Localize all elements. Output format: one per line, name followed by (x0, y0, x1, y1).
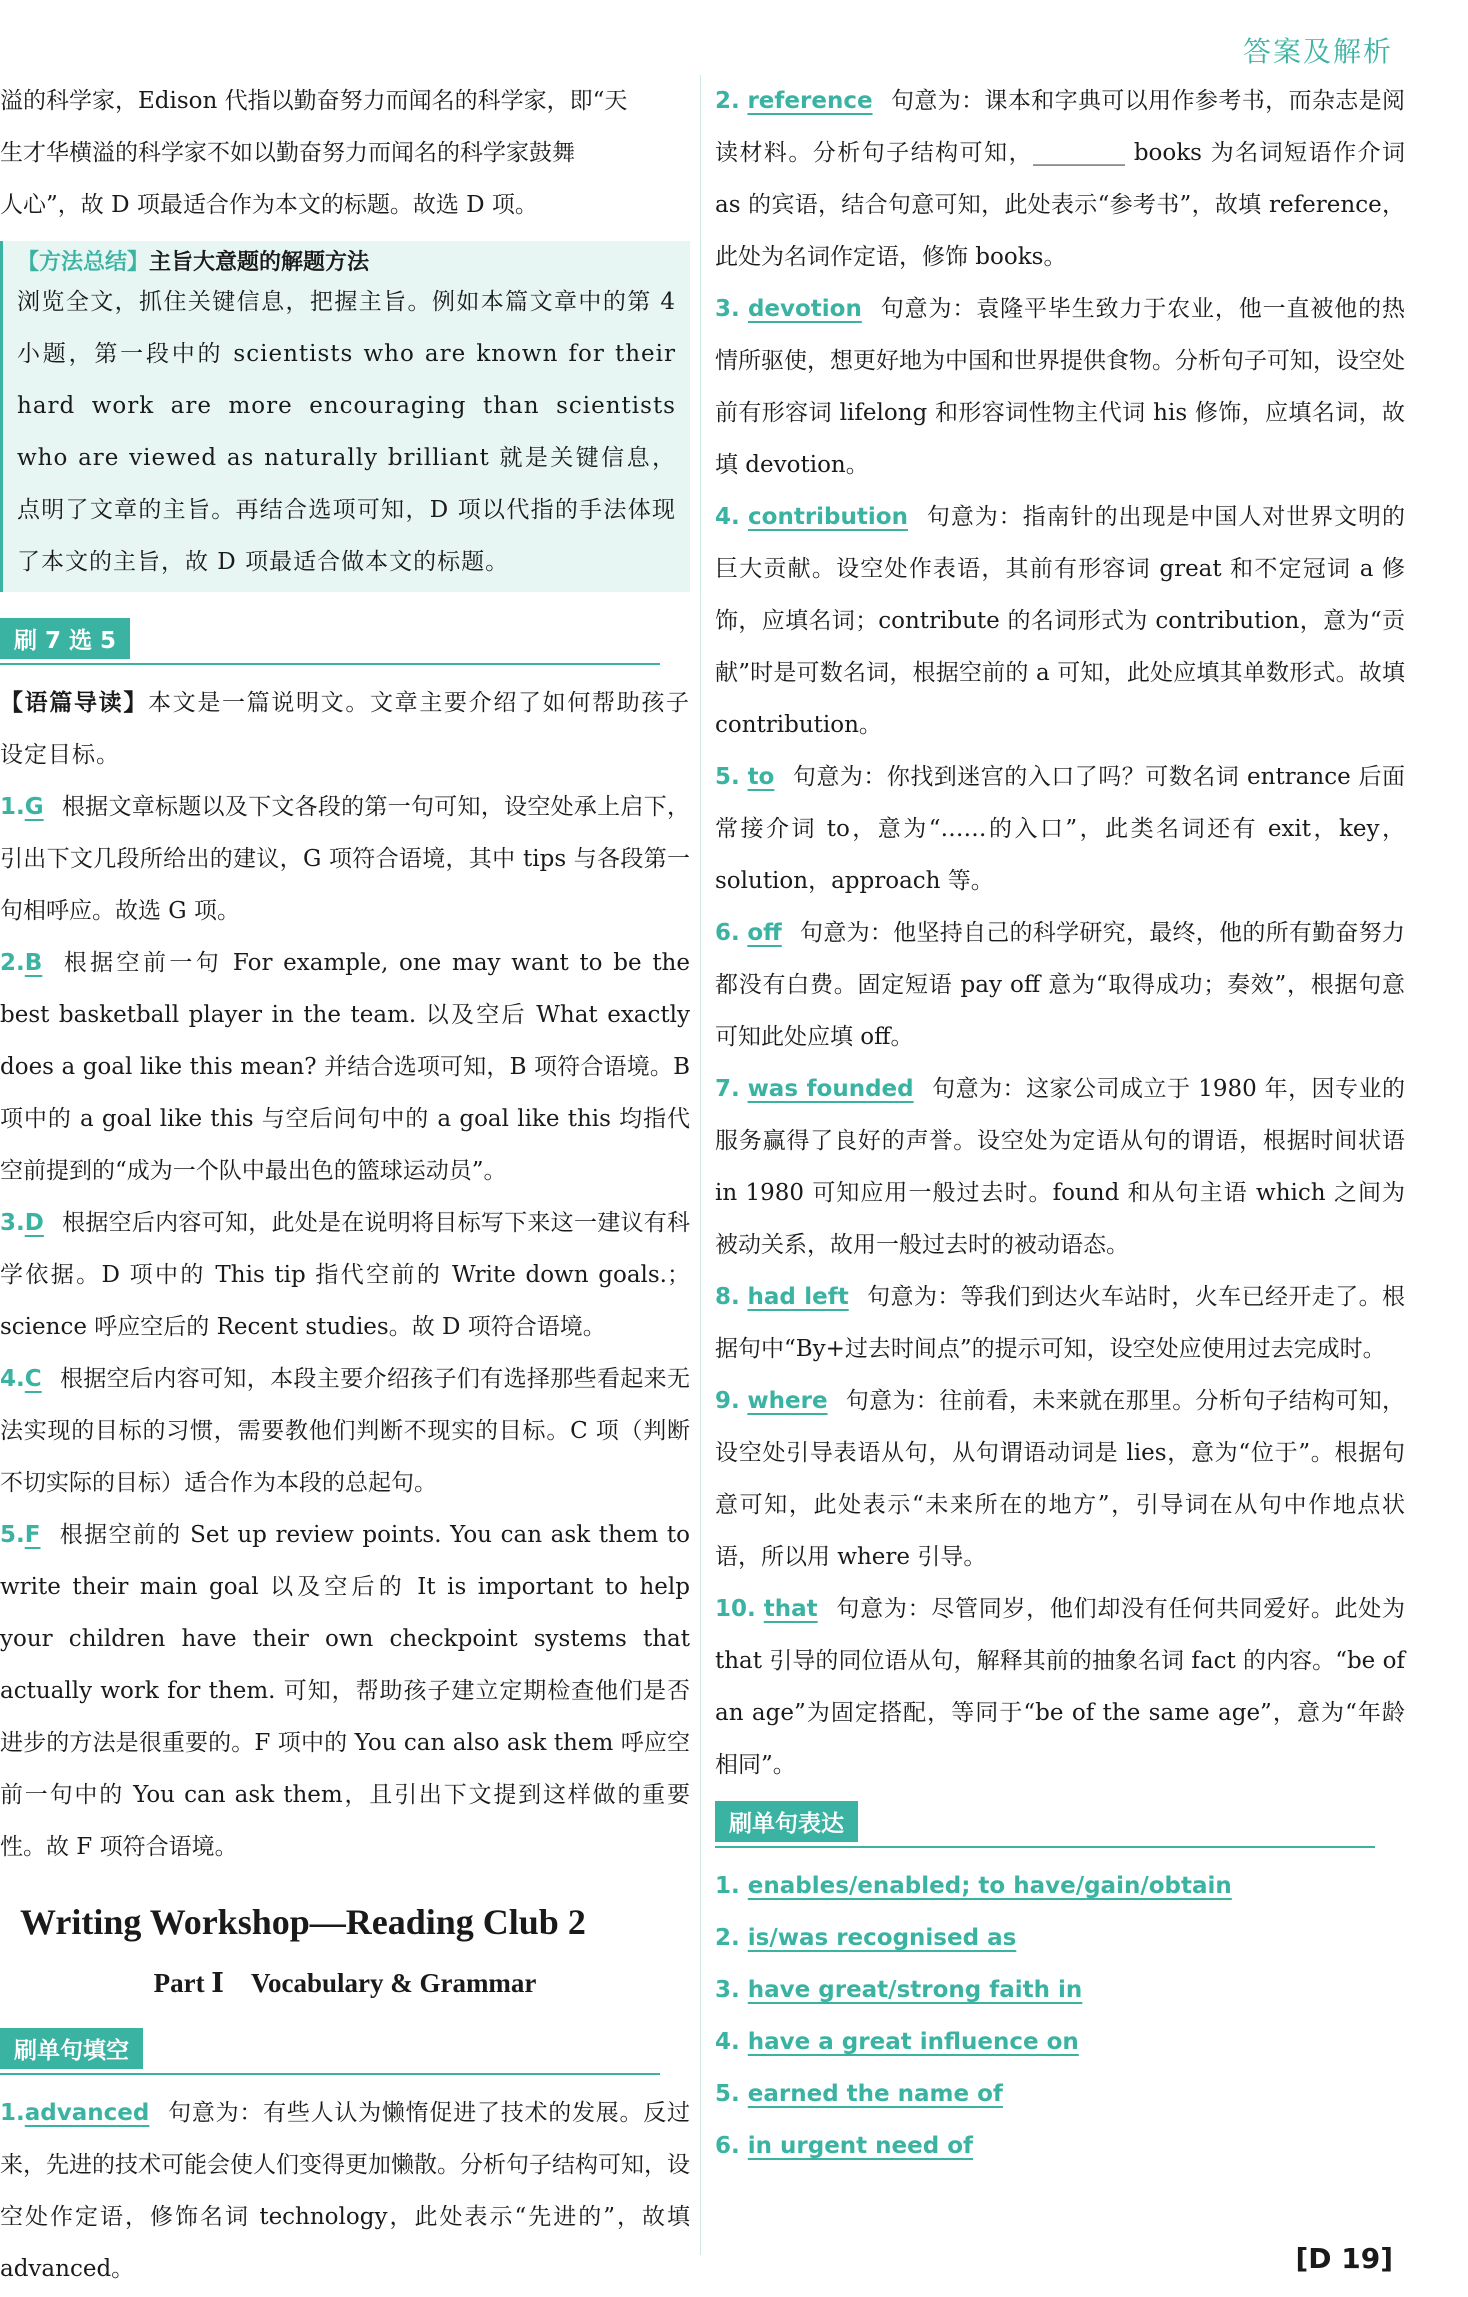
item-number: 4. (715, 504, 740, 530)
method-body: 浏览全文，抓住关键信息，把握主旨。例如本篇文章中的第 4 小题，第一段中的 scientists who are known for their hard work are more encouraging than scientists who are viewed as naturally brilliant 就是关键信息，点明了文章的主旨。再结合选项可知，D 项以代指的手法体现了本文的主旨，故 D 项最适合做本文的标题。 (17, 289, 676, 575)
guide-title: 【语篇导读】 (0, 690, 148, 716)
expression-answer: is/was recognised as (747, 1925, 1017, 1951)
header-label: 答案及解析 (1242, 35, 1393, 68)
item-number: 8. (715, 1284, 740, 1310)
page-number-text: D 19 (1308, 2242, 1381, 2275)
fill-item (715, 1063, 1405, 1271)
item-explanation: 句意为：有些人认为懒惰促进了技术的发展。反过来，先进的技术可能会使人们变得更加懒散。分析句子结构可知，设空处作定语，修饰名词 technology，此处表示“先进的”，故填 advanced。 (0, 2100, 690, 2282)
item-answer: C (24, 1366, 42, 1392)
section-heading-expression: 刷单句表达 (715, 1801, 858, 1842)
item-number: 1. (0, 2100, 25, 2126)
item-explanation: 句意为：等我们到达火车站时，火车已经开走了。根据句中“By+过去时间点”的提示可知，设空处应使用过去完成时。 (715, 1284, 1406, 1362)
expression-item (715, 2016, 1405, 2068)
item-answer: that (763, 1596, 818, 1622)
fill-item (715, 1375, 1405, 1583)
item-explanation: 句意为：往前看，未来就在那里。分析句子结构可知，设空处引导表语从句，从句谓语动词是 lies，意为“位于”。根据句意可知，此处表示“未来所在的地方”，引导词在从句中作地点状语，所以用 where 引导。 (715, 1388, 1406, 1570)
fill-item (715, 1583, 1405, 1791)
answer-item (0, 1353, 690, 1509)
section-rule (0, 663, 660, 665)
item-answer: had left (747, 1284, 849, 1310)
item-number: 2. (715, 88, 740, 114)
answer-item (0, 1197, 690, 1353)
expression-answer: earned the name of (747, 2081, 1003, 2107)
item-number: 7. (715, 1076, 740, 1102)
intro-paragraph (0, 75, 690, 231)
item-number: 9. (715, 1388, 740, 1414)
expression-item (715, 1964, 1405, 2016)
guide-text: 本文是一篇说明文。文章主要介绍了如何帮助孩子设定目标。 (0, 690, 691, 768)
right-column (715, 75, 1405, 2172)
expression-item (715, 2120, 1405, 2172)
fill-item (0, 2087, 690, 2295)
item-explanation: 根据空后内容可知，此处是在说明将目标写下来这一建议有科学依据。D 项中的 This tip 指代空前的 Write down goals.；science 呼应空后的 Recent studies。故 D 项符合语境。 (0, 1210, 690, 1340)
item-explanation: 句意为：尽管同岁，他们却没有任何共同爱好。此处为 that 引导的同位语从句，解释其前的抽象名词 fact 的内容。“be of an age”为固定搭配，等同于“be of the same age”，意为“年龄相同”。 (715, 1596, 1406, 1778)
item-number: 10. (715, 1596, 756, 1622)
intro-line: 溢的科学家，Edison 代指以勤奋努力而闻名的科学家，即“天 (0, 88, 628, 114)
item-number: 4. (715, 2029, 740, 2055)
item-number: 2. (0, 950, 25, 976)
expression-item (715, 1860, 1405, 1912)
item-answer: D (24, 1210, 44, 1236)
item-answer: where (747, 1388, 828, 1414)
item-explanation: 句意为：指南针的出现是中国人对世界文明的巨大贡献。设空处作表语，其前有形容词 great 和不定冠词 a 修饰，应填名词；contribute 的名词形式为 contribution，意为“贡献”时是可数名词，根据空前的 a 可知，此处应填其单数形式。故填 contribution。 (715, 504, 1405, 738)
item-number: 6. (715, 2133, 740, 2159)
item-explanation: 根据空后内容可知，本段主要介绍孩子们有选择那些看起来无法实现的目标的习惯，需要教他们判断不现实的目标。C 项（判断不切实际的目标）适合作为本段的总起句。 (0, 1366, 690, 1496)
expression-answer: in urgent need of (747, 2133, 974, 2159)
item-answer: devotion (747, 296, 862, 322)
fill-item (715, 283, 1405, 491)
intro-line: 生才华横溢的科学家不如以勤奋努力而闻名的科学家鼓舞 (0, 140, 575, 166)
item-answer: reference (747, 88, 873, 114)
section-heading-fill-in: 刷单句填空 (0, 2028, 143, 2069)
item-number: 3. (0, 1210, 25, 1236)
item-explanation: 根据文章标题以及下文各段的第一句可知，设空处承上启下，引出下文几段所给出的建议，G 项符合语境，其中 tips 与各段第一句相呼应。故选 G 项。 (0, 794, 690, 924)
answer-item (0, 781, 690, 937)
page-number: [D 19] (1295, 2242, 1393, 2275)
left-column (0, 75, 690, 2295)
item-explanation: 句意为：课本和字典可以用作参考书，而杂志是阅读材料。分析句子结构可知，________ books 为名词短语作介词 as 的宾语，结合句意可知，此处表示“参考书”，故填 reference，此处为名词作定语，修饰 books。 (715, 88, 1406, 270)
expression-item (715, 1912, 1405, 1964)
item-explanation: 句意为：他坚持自己的科学研究，最终，他的所有勤奋努力都没有白费。固定短语 pay off 意为“取得成功；奏效”，根据句意可知此处应填 off。 (715, 920, 1406, 1050)
fill-item (715, 75, 1405, 283)
answer-item (0, 1509, 690, 1873)
part-title: Part Ⅰ Vocabulary & Grammar (153, 1968, 537, 1998)
fill-item (715, 907, 1405, 1063)
item-answer: was founded (747, 1076, 914, 1102)
item-answer: contribution (748, 504, 908, 530)
fill-item (715, 1271, 1405, 1375)
item-answer: F (24, 1522, 41, 1548)
item-number: 4. (0, 1366, 25, 1392)
answer-item (0, 937, 690, 1197)
expression-list (715, 1860, 1405, 2172)
discourse-guide (0, 677, 690, 781)
item-number: 2. (715, 1925, 740, 1951)
method-tag: 【方法总结】 (17, 250, 150, 275)
item-explanation: 句意为：这家公司成立于 1980 年，因专业的服务赢得了良好的声誉。设空处为定语从句的谓语，根据时间状语 in 1980 可知应用一般过去时。found 和从句主语 which 之间为被动关系，故用一般过去时的被动语态。 (715, 1076, 1406, 1258)
item-number: 1. (715, 1873, 740, 1899)
section-rule (715, 1846, 1375, 1848)
item-number: 5. (715, 2081, 740, 2107)
unit-title: Writing Workshop—Reading Club 2 (20, 1902, 586, 1942)
item-answer: advanced (24, 2100, 150, 2126)
expression-answer: enables/enabled; to have/gain/obtain (747, 1873, 1232, 1899)
item-explanation: 句意为：你找到迷宫的入口了吗？可数名词 entrance 后面常接介词 to，意为“……的入口”，此类名词还有 exit，key，solution，approach 等。 (715, 764, 1405, 894)
item-answer: to (747, 764, 775, 790)
expression-answer: have great/strong faith in (747, 1977, 1083, 2003)
item-number: 1. (0, 794, 25, 820)
item-number: 3. (715, 296, 740, 322)
method-title-text: 主旨大意题的解题方法 (149, 250, 370, 275)
item-answer: off (747, 920, 782, 946)
column-divider (700, 75, 701, 2255)
section-rule (0, 2073, 660, 2075)
method-title (17, 245, 676, 276)
section-heading-7-choose-5: 刷 7 选 5 (0, 618, 130, 659)
item-answer: B (24, 950, 43, 976)
expression-answer: have a great influence on (747, 2029, 1079, 2055)
item-number: 5. (715, 764, 740, 790)
intro-line: 人心”，故 D 项最适合作为本文的标题。故选 D 项。 (0, 192, 538, 218)
item-answer: G (24, 794, 44, 820)
item-explanation: 根据空前的 Set up review points. You can ask them to write their main goal 以及空后的 It is important to help your children have their own checkpoint systems that actually work for them. 可知，帮助孩子建立定期检查他们是否进步的方法是很重要的。F 项中的 You can also ask them 呼应空前一句中的 You can ask them，且引出下文提到这样做的重要性。故 F 项符合语境。 (0, 1522, 690, 1860)
method-summary-box (0, 241, 690, 592)
fill-item (715, 491, 1405, 751)
expression-item (715, 2068, 1405, 2120)
item-number: 3. (715, 1977, 740, 2003)
item-number: 5. (0, 1522, 25, 1548)
item-explanation: 句意为：袁隆平毕生致力于农业，他一直被他的热情所驱使，想更好地为中国和世界提供食物。分析句子可知，设空处前有形容词 lifelong 和形容词性物主代词 his 修饰，应填名词，故填 devotion。 (715, 296, 1406, 478)
fill-item (715, 751, 1405, 907)
item-number: 6. (715, 920, 740, 946)
item-explanation: 根据空前一句 For example, one may want to be the best basketball player in the team. 以及空后 What exactly does a goal like this mean? 并结合选项可知，B 项符合语境。B 项中的 a goal like this 与空后问句中的 a goal like this 均指代空前提到的“成为一个队中最出色的篮球运动员”。 (0, 950, 690, 1184)
